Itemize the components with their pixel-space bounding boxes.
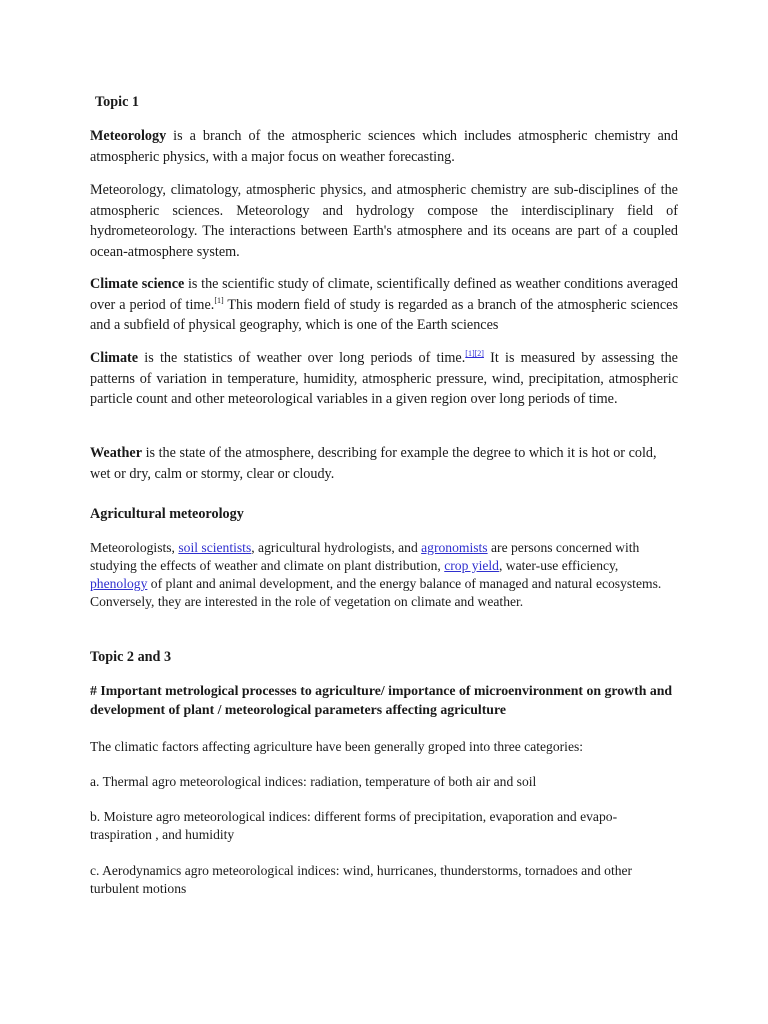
climate-science-text-a: is the scientific study of climate, scientifically defined as weather conditions averaged over a period of time.	[90, 276, 678, 313]
agri-text-2: , agricultural hydrologists, and	[251, 540, 422, 555]
agri-text-1: Meteorologists,	[90, 540, 179, 555]
climate-ref-link[interactable]: [1][2]	[465, 349, 484, 358]
meteorology-text: is a branch of the atmospheric sciences which includes atmospheric chemistry and atmospheric physics, with a major focus on weather forecasting.	[90, 128, 678, 165]
weather-paragraph	[90, 443, 678, 484]
agricultural-meteorology-heading: Agricultural meteorology	[90, 506, 244, 522]
topic-1-heading: Topic 1	[95, 94, 140, 110]
climate-paragraph	[90, 348, 678, 410]
item-c-aerodynamics: c. Aerodynamics agro meteorological indices: wind, hurricanes, thunderstorms, tornadoes and other turbulent motions	[90, 863, 633, 896]
topic-2-3-heading: Topic 2 and 3	[90, 649, 172, 665]
agri-text-3: are persons concerned with studying the effects of weather and climate on plant distribution,	[90, 540, 640, 573]
item-a-thermal: a. Thermal agro meteorological indices: radiation, temperature of both air and soil	[90, 774, 537, 789]
meteorology-term: Meteorology	[90, 128, 167, 144]
agricultural-meteorology-paragraph	[90, 539, 678, 611]
agronomists-link[interactable]: agronomists	[421, 540, 488, 555]
climate-science-text-b: This modern field of study is regarded as a branch of the atmospheric sciences and a subfield of physical geography, which is one of the Earth sciences	[90, 296, 678, 333]
soil-scientists-link[interactable]: soil scientists	[178, 540, 252, 555]
subdisciplines-paragraph	[90, 180, 678, 262]
crop-yield-link[interactable]: crop yield	[444, 558, 499, 573]
climate-science-ref[interactable]: [1]	[214, 295, 224, 305]
climate-science-paragraph	[90, 274, 678, 336]
climate-term: Climate	[90, 350, 139, 366]
weather-text: is the state of the atmosphere, describing for example the degree to which it is hot or cold, wet or dry, calm or stormy, clear or cloudy.	[90, 445, 657, 482]
climate-science-term: Climate science	[90, 276, 185, 292]
climate-text-b: It is measured by assessing the patterns of variation in temperature, humidity, atmospheric pressure, wind, precipitation, atmospheric particle count and other meteorological variables in a given region over long periods of time.	[90, 350, 678, 407]
important-processes-subheading: # Important metrological processes to agriculture/ importance of microenvironment on growth and development of plant / meteorological parameters affecting agriculture	[90, 683, 673, 717]
climatic-factors-intro: The climatic factors affecting agriculture have been generally groped into three categories:	[90, 739, 584, 754]
phenology-link[interactable]: phenology	[90, 576, 148, 591]
agri-text-5: of plant and animal development, and the energy balance of managed and natural ecosystems. Conversely, they are interested in the role of vegetation on climate and weather.	[90, 576, 662, 609]
item-b-moisture: b. Moisture agro meteorological indices: different forms of precipitation, evaporation and evapo-traspiration , and humidity	[90, 809, 618, 842]
agri-text-4: , water-use efficiency,	[498, 558, 619, 573]
weather-term: Weather	[90, 445, 143, 461]
climate-text-a: is the statistics of weather over long periods of time.	[138, 350, 466, 366]
meteorology-paragraph	[90, 126, 678, 167]
subdisciplines-text: Meteorology, climatology, atmospheric physics, and atmospheric chemistry are sub-disciplines of the atmospheric sciences. Meteorology and hydrology compose the interdisciplinary field of hydrometeorology. The interactions between Earth's atmosphere and its oceans are part of a coupled ocean-atmosphere system.	[90, 182, 678, 260]
